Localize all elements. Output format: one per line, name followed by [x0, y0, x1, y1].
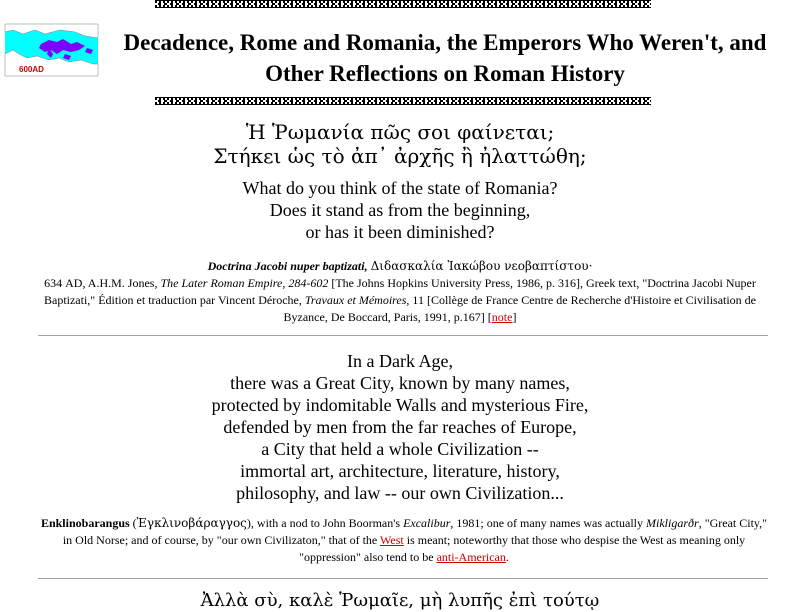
greek-quote-line-2: Στήκει ὡς τὸ ἀπ᾽ ἀρχῆς ἢ ἠλαττώθη;: [213, 144, 587, 168]
poem-line: In a Dark Age,: [347, 351, 453, 371]
poem-line: protected by indomitable Walls and mysterious Fire,: [211, 395, 589, 415]
citation-work-greek: Διδασκαλία Ἰακώβου νεοβαπτίστου·: [370, 259, 593, 273]
citation-book-travaux: Travaux et Mémoires: [304, 293, 407, 307]
horizontal-rule: [38, 578, 768, 579]
citation-text-4: ]: [512, 310, 517, 324]
horizontal-rule: [38, 335, 768, 336]
greek-quote: [20, 120, 780, 168]
citation-author: Enklinobarangus: [40, 516, 130, 530]
poem-line: immortal art, architecture, literature, history,: [240, 461, 560, 481]
poem-line: there was a Great City, known by many names,: [230, 373, 570, 393]
next-section-heading-cutoff: Ἀλλὰ σὺ, καλὲ Ῥωμαῖε, μὴ λυπῆς ἐπὶ τούτῳ: [200, 590, 600, 611]
map-label: 600AD: [19, 65, 44, 74]
citation-norse: Mikligarðr: [646, 516, 699, 530]
empire-map-icon[interactable]: [5, 24, 98, 76]
citation-text-1: 634 AD, A.H.M. Jones,: [44, 276, 161, 290]
quote-translation: [20, 177, 780, 243]
citation-text-3: , "Great City," in Old Norse; and of course, by "our own Civilizaton," that of the: [62, 516, 768, 547]
quote-citation: [40, 258, 760, 326]
page-title: [90, 27, 800, 89]
citation-book-jones: The Later Roman Empire, 284-602: [160, 276, 329, 290]
poem-line: a City that held a whole Civilization --: [261, 439, 539, 459]
citation-greek-name: Ἐγκλινοβάραγγος: [136, 516, 247, 530]
greek-key-border-top: [155, 0, 651, 8]
translation-line-2: Does it stand as from the beginning,: [269, 200, 531, 220]
anti-american-link[interactable]: anti-American: [436, 550, 506, 564]
poem-citation: [36, 515, 772, 566]
west-link[interactable]: West: [380, 533, 404, 547]
citation-text-4: is meant; noteworthy that those who despise the West as meaning only "oppression" also tend to be: [299, 533, 746, 564]
poem: [20, 350, 780, 504]
citation-paren: (: [129, 516, 137, 530]
note-link[interactable]: note: [491, 310, 513, 324]
citation-film: Excalibur: [403, 516, 451, 530]
translation-line-1: What do you think of the state of Romania?: [242, 178, 558, 198]
title-line-1: Decadence, Rome and Romania, the Emperors Who Weren't, and: [123, 30, 767, 55]
citation-text-1: ), with a nod to John Boorman's: [246, 516, 404, 530]
citation-text-3: , 11 [Collège de France Centre de Recherche d'Histoire et Civilisation de Byzance, De Boccard, Paris, 1991, p.167] [: [283, 293, 757, 324]
translation-line-3: or has it been diminished?: [305, 222, 495, 242]
poem-line: philosophy, and law -- our own Civilization...: [236, 483, 564, 503]
greek-quote-line-1: Ἡ Ῥωμανία πῶς σοι φαίνεται;: [245, 120, 555, 144]
greek-key-border-bottom: [155, 97, 651, 105]
poem-line: defended by men from the far reaches of Europe,: [223, 417, 577, 437]
citation-text-2: , 1981; one of many names was actually: [450, 516, 647, 530]
citation-work-latin: Doctrina Jacobi nuper baptizati,: [207, 259, 368, 273]
citation-text-2: [The Johns Hopkins University Press, 1986, p. 316], Greek text, "Doctrina Jacobi Nuper Baptizati," Édition et traduction par Vincent Déroche,: [43, 276, 756, 307]
citation-text-5: .: [505, 550, 509, 564]
title-line-2: Other Reflections on Roman History: [265, 61, 625, 86]
